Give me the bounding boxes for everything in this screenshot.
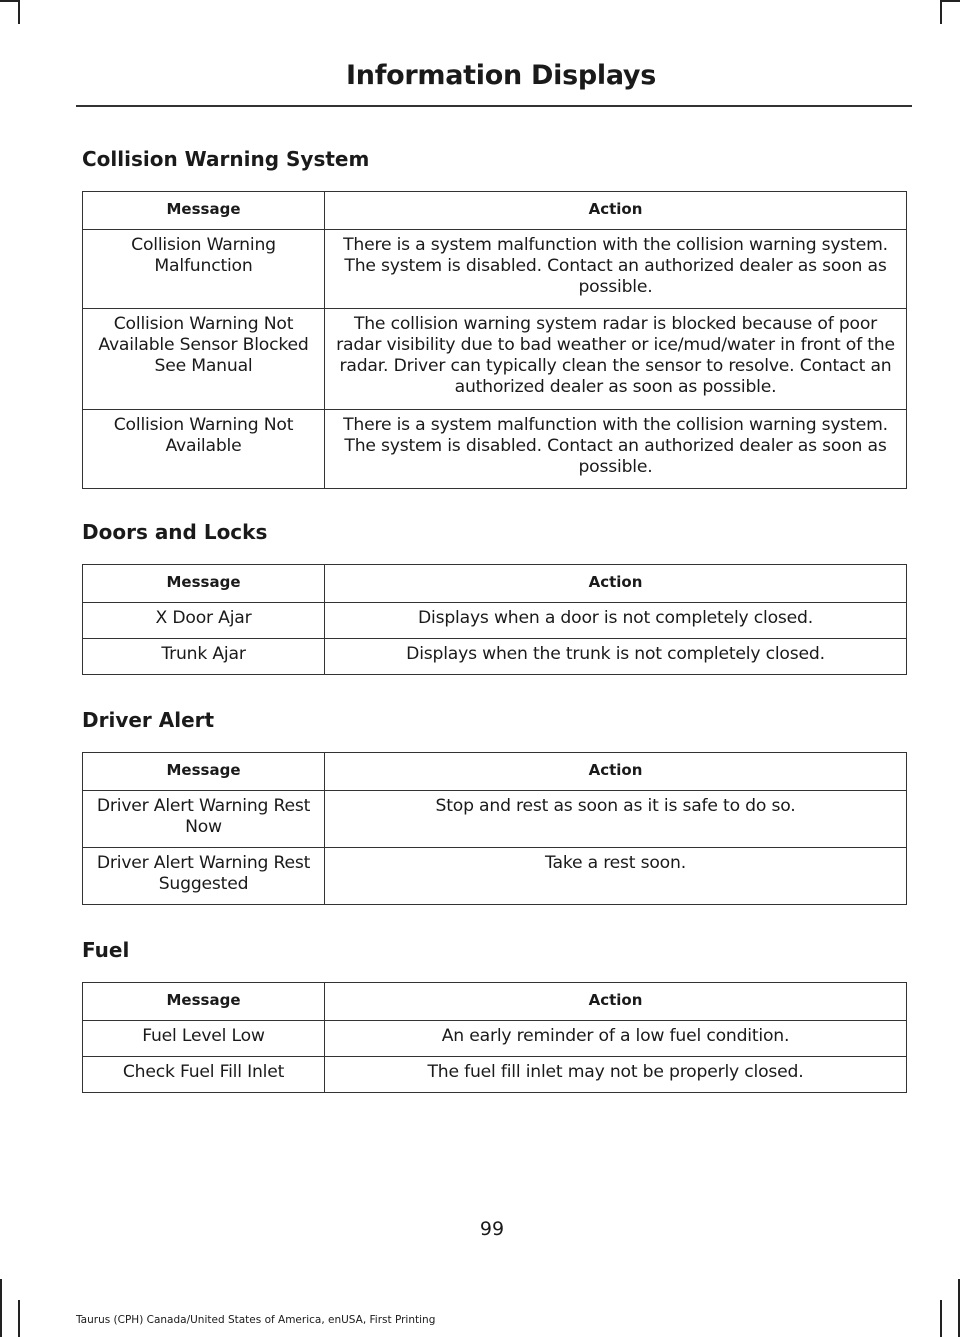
- section-fuel: [82, 934, 906, 1093]
- section-driver-alert: [82, 704, 906, 905]
- crop-mark: [18, 1300, 20, 1337]
- crop-mark: [940, 1300, 942, 1337]
- column-header-action: Action: [325, 192, 907, 230]
- action-cell: Displays when the trunk is not completely closed.: [325, 639, 907, 675]
- message-cell: Driver Alert Warning Rest Suggested: [83, 848, 325, 905]
- action-cell: The collision warning system radar is blocked because of poor radar visibility due to bad weather or ice/mud/water in front of the radar. Driver can typically clean the sensor to resolve. Contact an authorized dealer as soon as possible.: [325, 309, 907, 410]
- page-header-title: Information Displays: [346, 60, 656, 91]
- footer-text: Taurus (CPH) Canada/United States of America, enUSA, First Printing: [76, 1314, 436, 1326]
- table-row: [83, 791, 907, 848]
- action-cell: There is a system malfunction with the collision warning system. The system is disabled. Contact an authorized dealer as soon as possible.: [325, 230, 907, 309]
- action-cell: There is a system malfunction with the collision warning system. The system is disabled. Contact an authorized dealer as soon as possible.: [325, 410, 907, 489]
- crop-mark: [0, 1279, 2, 1337]
- column-header-message: Message: [83, 565, 325, 603]
- message-table: [82, 982, 907, 1093]
- action-cell: Take a rest soon.: [325, 848, 907, 905]
- section-title: Fuel: [82, 938, 130, 962]
- message-cell: Collision Warning Not Available Sensor Blocked See Manual: [83, 309, 325, 410]
- section-title: Doors and Locks: [82, 520, 268, 544]
- table-row: [83, 410, 907, 489]
- table-header-row: [83, 983, 907, 1021]
- column-header-action: Action: [325, 565, 907, 603]
- section-collision-warning-system: [82, 143, 906, 489]
- section-title: Collision Warning System: [82, 147, 370, 171]
- message-cell: Collision Warning Malfunction: [83, 230, 325, 309]
- message-cell: Collision Warning Not Available: [83, 410, 325, 489]
- column-header-action: Action: [325, 753, 907, 791]
- section-doors-and-locks: [82, 516, 906, 675]
- table-row: [83, 603, 907, 639]
- message-cell: X Door Ajar: [83, 603, 325, 639]
- message-table: [82, 191, 907, 489]
- crop-mark: [940, 0, 942, 24]
- table-row: [83, 1057, 907, 1093]
- message-cell: Trunk Ajar: [83, 639, 325, 675]
- action-cell: Stop and rest as soon as it is safe to do so.: [325, 791, 907, 848]
- message-cell: Driver Alert Warning Rest Now: [83, 791, 325, 848]
- message-table: [82, 564, 907, 675]
- action-cell: The fuel fill inlet may not be properly closed.: [325, 1057, 907, 1093]
- column-header-message: Message: [83, 983, 325, 1021]
- table-row: [83, 848, 907, 905]
- action-cell: An early reminder of a low fuel condition.: [325, 1021, 907, 1057]
- crop-mark: [18, 0, 20, 24]
- page-number: 99: [479, 1218, 505, 1240]
- table-row: [83, 1021, 907, 1057]
- section-title: Driver Alert: [82, 708, 215, 732]
- header-divider: [76, 105, 912, 107]
- message-cell: Check Fuel Fill Inlet: [83, 1057, 325, 1093]
- table-row: [83, 230, 907, 309]
- column-header-message: Message: [83, 753, 325, 791]
- message-table: [82, 752, 907, 905]
- table-header-row: [83, 565, 907, 603]
- action-cell: Displays when a door is not completely closed.: [325, 603, 907, 639]
- table-header-row: [83, 192, 907, 230]
- crop-mark: [940, 0, 960, 2]
- table-row: [83, 309, 907, 410]
- column-header-message: Message: [83, 192, 325, 230]
- table-header-row: [83, 753, 907, 791]
- table-row: [83, 639, 907, 675]
- column-header-action: Action: [325, 983, 907, 1021]
- crop-mark: [0, 0, 20, 2]
- message-cell: Fuel Level Low: [83, 1021, 325, 1057]
